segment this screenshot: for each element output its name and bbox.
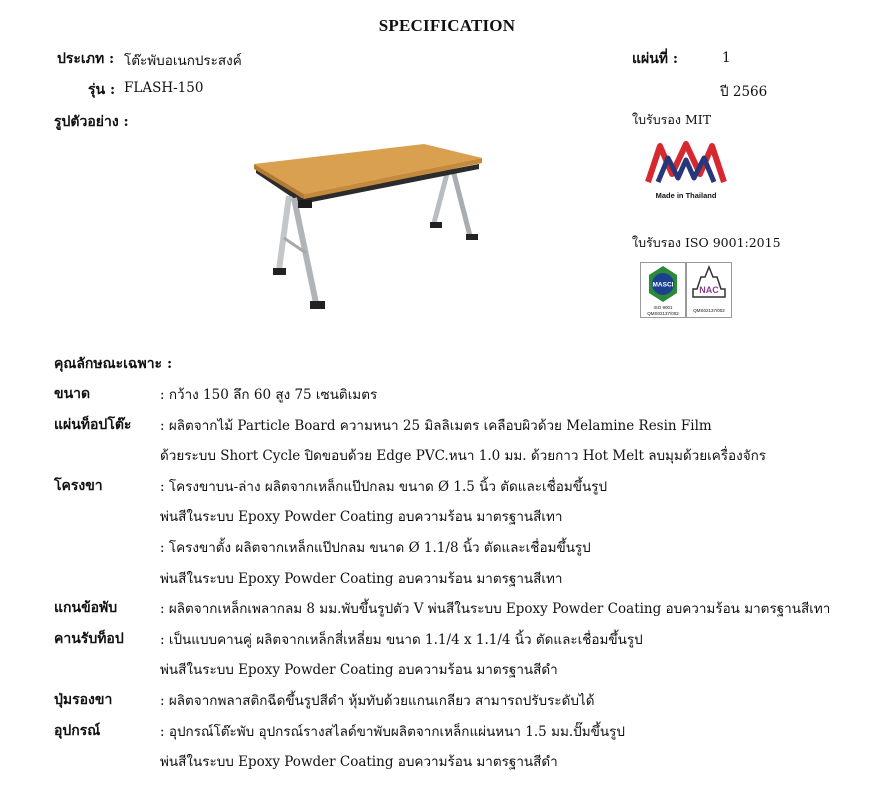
sheet-value: 1 — [722, 50, 731, 66]
feature-label: แกนข้อพับ — [54, 600, 118, 616]
feature-text: ด้วยระบบ Short Cycle ปิดขอบด้วย Edge PVC.หนา 1.0 มม. ด้วยกาว Hot Melt ลบมุมด้วยเครื่องจักร — [160, 448, 767, 464]
svg-text:NAC: NAC — [699, 285, 719, 295]
feature-label: คานรับท็อป — [54, 631, 124, 647]
masci-cert-badge — [640, 262, 686, 318]
feature-row — [0, 444, 894, 468]
feature-text: : เป็นแบบคานคู่ ผลิตจากเหล็กสี่เหลี่ยม ขนาด 1.1/4 x 1.1/4 นิ้ว ตัดและเชื่อมขึ้นรูป — [160, 632, 643, 648]
nac-caption: QMS02137/002 — [693, 308, 725, 313]
type-label: ประเภท : — [57, 51, 115, 67]
feature-text: พ่นสีในระบบ Epoxy Powder Coating อบความร้อน มาตรฐานสีเทา — [160, 571, 563, 587]
masci-caption-1: ISO 9001 — [653, 305, 673, 310]
feature-row — [0, 505, 894, 529]
year-value: ปี 2566 — [720, 84, 768, 100]
feature-text: : อุปกรณ์โต๊ะพับ อุปกรณ์รางสไลด์ขาพับผลิตจากเหล็กแผ่นหนา 1.5 มม.ปั๊มขึ้นรูป — [160, 724, 625, 740]
masci-caption-2: QMS02137/002 — [647, 311, 679, 316]
nac-cert-badge — [686, 262, 732, 318]
feature-row — [0, 658, 894, 682]
feature-row — [0, 628, 894, 652]
feature-row — [0, 536, 894, 560]
iso-cert-label: ใบรับรอง ISO 9001:2015 — [632, 235, 781, 250]
feature-row — [0, 567, 894, 591]
masci-logo-icon — [641, 263, 685, 317]
type-value: โต๊ะพับอเนกประสงค์ — [124, 53, 242, 69]
feature-row — [0, 414, 894, 438]
feature-text: พ่นสีในระบบ Epoxy Powder Coating อบความร้อน มาตรฐานสีเทา — [160, 509, 563, 525]
feature-row — [0, 475, 894, 499]
feature-text: : ผลิตจากพลาสติกฉีดขึ้นรูปสีดำ หุ้มทับด้วยแกนเกลียว สามารถปรับระดับได้ — [160, 693, 595, 709]
feature-label: อุปกรณ์ — [54, 723, 101, 739]
feature-row — [0, 383, 894, 407]
mit-logo-icon — [640, 134, 732, 204]
feature-label: ปุ่มรองขา — [54, 692, 113, 708]
model-label: รุ่น : — [88, 82, 116, 98]
feature-row — [0, 597, 894, 621]
mit-cert-label: ใบรับรอง MIT — [632, 112, 712, 127]
feature-text: พ่นสีในระบบ Epoxy Powder Coating อบความร้อน มาตรฐานสีดำ — [160, 662, 558, 678]
feature-row — [0, 689, 894, 713]
mit-logo-text: Made in Thailand — [655, 191, 717, 200]
feature-text: : โครงขาตั้ง ผลิตจากเหล็กแป๊ปกลม ขนาด Ø 1.1/8 นิ้ว ตัดและเชื่อมขึ้นรูป — [160, 540, 591, 556]
feature-label: โครงขา — [54, 478, 103, 494]
feature-text: : ผลิตจากเหล็กเพลากลม 8 มม.พับขึ้นรูปตัว V พ่นสีในระบบ Epoxy Powder Coating อบความร้อน มาตรฐานสีเทา — [160, 601, 831, 617]
feature-row — [0, 720, 894, 744]
model-value: FLASH-150 — [124, 80, 204, 96]
masci-text: MASCI — [652, 281, 674, 289]
feature-text: พ่นสีในระบบ Epoxy Powder Coating อบความร้อน มาตรฐานสีดำ — [160, 754, 558, 770]
feature-label: แผ่นท็อปโต๊ะ — [54, 417, 132, 433]
table-product-image — [244, 128, 494, 318]
sample-label: รูปตัวอย่าง : — [54, 114, 129, 130]
sheet-label: แผ่นที่ : — [632, 51, 679, 67]
feature-text: : ผลิตจากไม้ Particle Board ความหนา 25 มิลลิเมตร เคลือบผิวด้วย Melamine Resin Film — [160, 418, 712, 434]
nac-logo-icon — [687, 263, 731, 317]
feature-text: : กว้าง 150 ลึก 60 สูง 75 เซนติเมตร — [160, 387, 378, 403]
feature-row — [0, 750, 894, 774]
features-heading: คุณลักษณะเฉพาะ : — [54, 356, 173, 372]
feature-label: ขนาด — [54, 386, 91, 402]
document-title: SPECIFICATION — [378, 16, 516, 35]
feature-text: : โครงขาบน-ล่าง ผลิตจากเหล็กแป๊ปกลม ขนาด Ø 1.5 นิ้ว ตัดและเชื่อมขึ้นรูป — [160, 479, 608, 495]
